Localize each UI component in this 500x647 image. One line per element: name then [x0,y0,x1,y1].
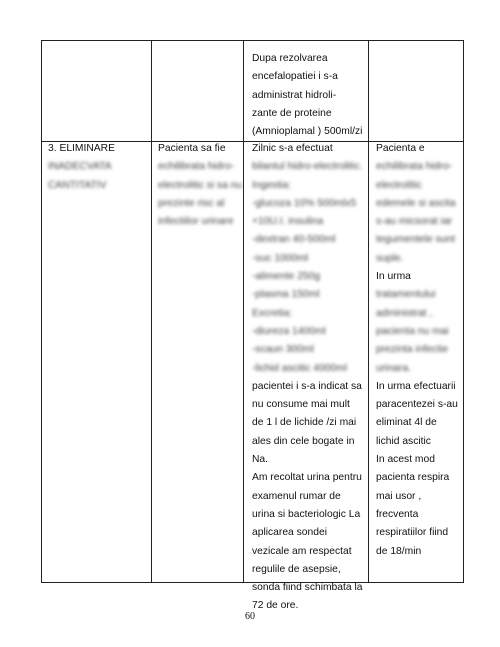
cell-text-line: s-au micsorat iar [376,216,453,228]
cell-text-line: Zilnic s-a efectuat [252,143,333,154]
cell-text-line: urinara. [376,362,411,374]
cell-text-line: nu consume mai mult [252,399,350,411]
problem-cell [48,140,115,195]
care-plan-table [41,40,464,612]
cell-text-line: (Amnioplamal ) 500ml/zi [252,126,363,138]
cell-text-line: -dextran 40-500ml [252,234,336,246]
cell-text-line: Excretia: [252,307,293,319]
table-left-border [41,40,42,583]
continuation-interventions-cell [252,50,362,141]
cell-text-line: +10U.I. insulina [252,216,324,228]
cell-text-line: infectiilor urinare [158,216,234,228]
cell-text-line: administrat , [376,307,433,319]
column-divider-1 [151,40,152,583]
table-top-border [41,40,464,41]
cell-text-line: INADECVATA [48,161,112,173]
cell-text-line: prezinta infectie [376,344,449,356]
cell-text-line: vezicale am respectat [252,545,352,557]
cell-text-line: pacienta respira [376,472,450,484]
cell-text-line: prezinte risc al [158,197,225,209]
cell-text-line: Am recoltat urina pentru [252,472,362,484]
cell-text-line: Pacienta e [376,143,425,154]
objective-cell [158,140,242,231]
cell-text-line: -scaun 300ml [252,344,314,356]
column-divider-3 [368,40,369,583]
cell-text-line: suple. [376,252,404,264]
column-divider-2 [243,40,244,583]
cell-text-line: pacientei i s-a indicat sa [252,380,362,392]
cell-text-line: Na. [252,454,269,466]
cell-text-line: tegumentele sunt [376,234,455,246]
cell-text-line: In urma efectuarii [376,380,456,392]
evaluation-cell [376,140,458,561]
cell-text-line: echilibrata hidro- [376,161,453,173]
cell-text-line: frecventa [376,508,419,520]
cell-text-line: echilibrata hidro- [158,161,235,173]
cell-text-line: Dupa rezolvarea [252,53,328,64]
cell-text-line: bilantul hidro-electrolitic. [252,161,363,173]
page-number: 60 [245,611,255,622]
cell-text-line: pacienta nu mai [376,325,449,337]
cell-text-line: In urma [376,271,411,283]
cell-text-line: mai usor , [376,490,422,502]
cell-text-line: lichid ascitic [376,435,431,447]
cell-text-line: CANTITATIV [48,179,107,191]
interventions-cell [252,140,362,616]
cell-text-line: -diureza 1400ml [252,325,326,337]
cell-text-line: examenul rumar de [252,490,341,502]
cell-text-line: eliminat 4l de [376,417,437,429]
table-right-border [463,40,464,583]
cell-text-line: electrolitic si sa nu [158,179,243,191]
cell-text-line: -alimente 250g [252,271,321,283]
cell-text-line: paracentezei s-au [376,399,458,411]
cell-text-line: tratamentului [376,289,436,301]
cell-text-line: regulile de asepsie, [252,563,341,575]
cell-text-line: Pacienta sa fie [158,143,226,154]
cell-text-line: edemele si ascita [376,197,456,209]
cell-text-line: sonda fiind schimbata la [252,582,363,594]
cell-text-line: ales din cele bogate in [252,435,355,447]
cell-text-line: 3. ELIMINARE [48,143,115,154]
cell-text-line: electrolitic [376,179,422,191]
cell-text-line: aplicarea sondei [252,527,327,539]
cell-text-line: de 18/min [376,545,422,557]
cell-text-line: -lichid ascitic 4000ml [252,362,347,374]
cell-text-line: respiratiilor fiind [376,527,449,539]
cell-text-line: -glucoza 10% 500mlx5 [252,197,357,209]
cell-text-line: Ingestia: [252,179,291,191]
cell-text-line: -plasma 150ml [252,289,320,301]
cell-text-line: -suc 1000ml [252,252,309,264]
cell-text-line: urina si bacteriologic La [252,508,361,520]
cell-text-line: de 1 l de lichide /zi mai [252,417,357,429]
cell-text-line: encefalopatiei i s-a [252,71,338,83]
cell-text-line: In acest mod [376,454,435,466]
cell-text-line: 72 de ore. [252,600,299,612]
cell-text-line: zante de proteine [252,107,332,119]
cell-text-line: administrat hidroli- [252,89,337,101]
